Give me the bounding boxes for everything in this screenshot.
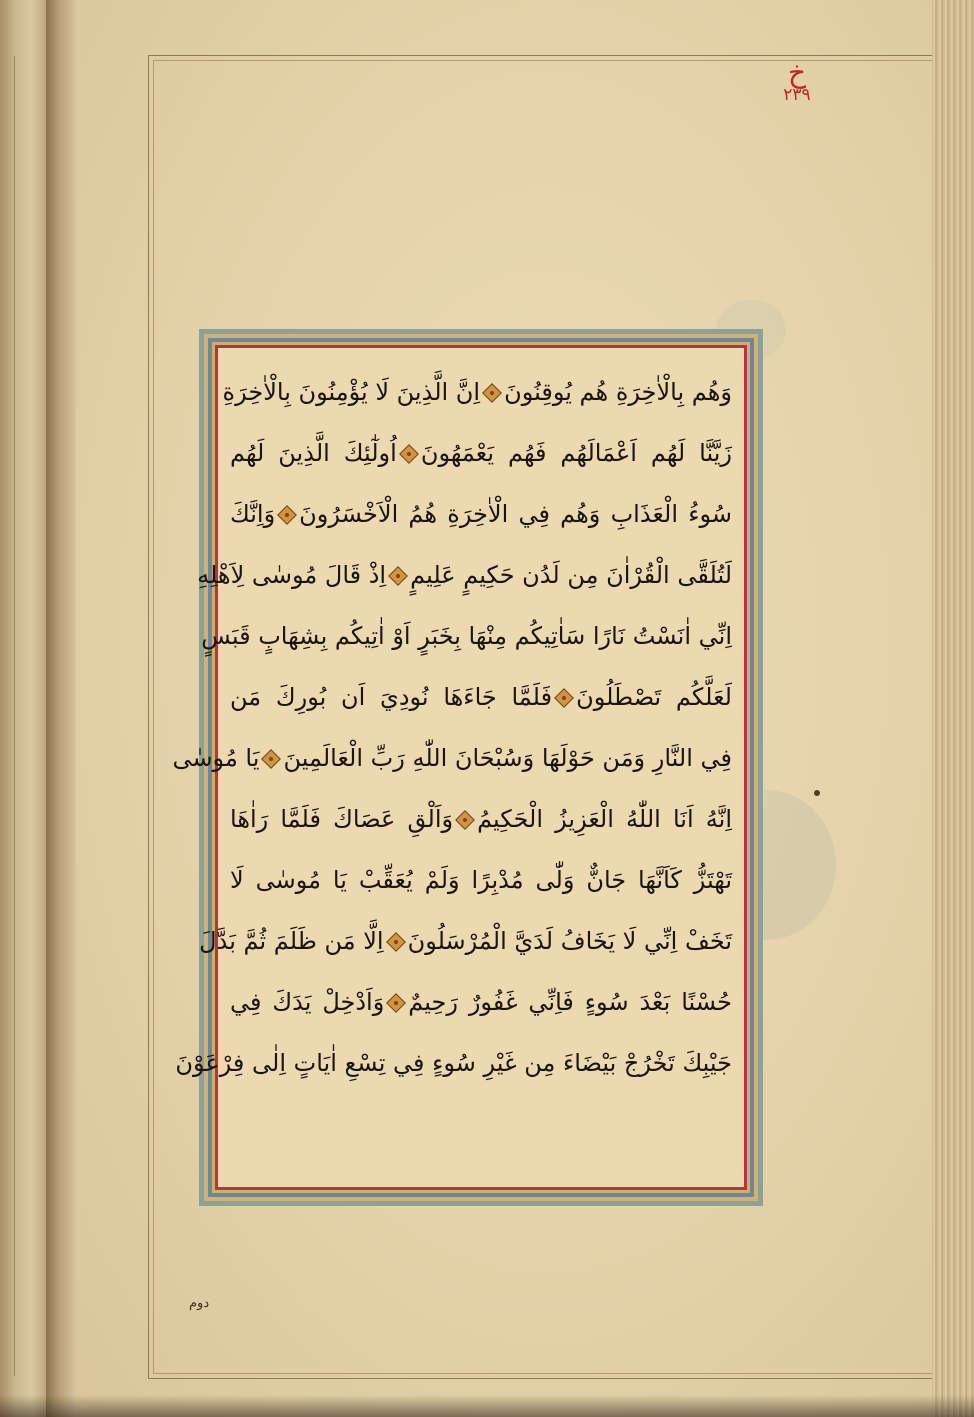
- text-segment: حُسْنًا بَعْدَ سُوءٍ فَاِنِّي غَفُورٌ رَحِيمٌ: [408, 988, 732, 1016]
- text-segment: اِذْ قَالَ مُوسٰى لِاَهْلِهِ: [197, 561, 387, 589]
- ayah-separator-icon: [483, 384, 501, 402]
- bottom-shadow: [0, 1395, 974, 1417]
- text-segment: وَاَدْخِلْ يَدَكَ فِي: [230, 988, 385, 1016]
- text-line: [197, 545, 732, 606]
- page-stack-edge: [932, 0, 974, 1417]
- text-line: [230, 667, 732, 728]
- folio-letter: خ: [787, 56, 807, 89]
- text-line: [222, 362, 732, 423]
- ayah-separator-icon: [387, 933, 405, 951]
- ink-dot: [814, 790, 820, 796]
- ayah-separator-icon: [456, 811, 474, 829]
- text-line: [230, 972, 732, 1033]
- folio-marker: [772, 58, 822, 105]
- text-segment: لَعَلَّكُم تَصْطَلُونَ: [576, 683, 732, 711]
- ayah-separator-icon: [555, 689, 573, 707]
- text-line: [230, 850, 732, 911]
- text-segment: فَلَمَّا جَاءَهَا نُودِيَ اَن بُورِكَ مَن: [230, 683, 553, 711]
- text-segment: سُوءُ الْعَذَابِ وَهُم فِي الْاٰخِرَةِ هُمُ الْاَخْسَرُونَ: [299, 500, 732, 528]
- text-segment: زَيَّنَّا لَهُم اَعْمَالَهُم فَهُم يَعْمَهُونَ: [420, 439, 733, 467]
- text-segment: لَتُلَقَّى الْقُرْاٰنَ مِن لَدُن حَكِيمٍ عَلِيمٍ: [410, 561, 732, 589]
- ayah-separator-icon: [389, 567, 407, 585]
- ayah-separator-icon: [387, 994, 405, 1012]
- left-page-rule: [14, 56, 15, 1376]
- folio-number: ٢٣٩: [783, 85, 811, 106]
- text-line: [199, 911, 732, 972]
- text-line: [230, 789, 732, 850]
- text-line: [175, 1033, 732, 1094]
- text-segment: اِنَّ الَّذِينَ لَا يُؤْمِنُونَ بِالْاٰخِرَةِ: [222, 378, 481, 406]
- ayah-separator-icon: [278, 506, 296, 524]
- text-segment: وَاِنَّكَ: [230, 500, 276, 528]
- text-segment: اِلَّا مَن ظَلَمَ ثُمَّ بَدَّلَ: [199, 927, 384, 955]
- text-line: [201, 606, 732, 667]
- text-segment: اِنَّهُ اَنَا اللّٰهُ الْعَزِيزُ الْحَكِيمُ: [477, 805, 732, 833]
- text-line: [230, 423, 732, 484]
- text-segment: وَاَلْقِ عَصَاكَ فَلَمَّا رَاٰهَا: [230, 805, 454, 833]
- text-segment: تَخَفْ اِنِّي لَا يَخَافُ لَدَيَّ الْمُرْسَلُونَ: [407, 927, 732, 955]
- text-segment: يَا مُوسٰى: [172, 744, 260, 772]
- manuscript-page: [76, 0, 932, 1417]
- text-segment: اُولٰٓئِكَ الَّذِينَ لَهُم: [230, 439, 397, 467]
- text-line: [172, 728, 732, 789]
- text-panel: [172, 329, 763, 1206]
- text-segment: جَيْبِكَ تَخْرُجْ بَيْضَاءَ مِن غَيْرِ سُوءٍ فِي تِسْعِ اٰيَاتٍ اِلٰى فِرْعَوْنَ: [175, 1049, 732, 1077]
- ayah-separator-icon: [400, 445, 418, 463]
- left-page-edge: [0, 0, 46, 1417]
- margin-note: دوم: [189, 1296, 210, 1311]
- ayah-separator-icon: [262, 750, 280, 768]
- text-segment: اِنِّي اٰنَسْتُ نَارًا سَاٰتِيكُم مِنْهَا بِخَبَرٍ اَوْ اٰتِيكُم بِشِهَابٍ قَبَسٍ: [201, 622, 732, 650]
- text-line: [230, 484, 732, 545]
- book-gutter: [46, 0, 76, 1417]
- text-segment: فِي النَّارِ وَمَن حَوْلَهَا وَسُبْحَانَ اللّٰهِ رَبِّ الْعَالَمِينَ: [283, 744, 732, 772]
- text-lines: [172, 362, 733, 1179]
- text-segment: تَهْتَزُّ كَاَنَّهَا جَانٌّ وَلّٰى مُدْبِرًا وَلَمْ يُعَقِّبْ يَا مُوسٰى لَا: [230, 866, 732, 894]
- text-block: [172, 348, 744, 1187]
- text-segment: وَهُم بِالْاٰخِرَةِ هُم يُوقِنُونَ: [504, 378, 732, 406]
